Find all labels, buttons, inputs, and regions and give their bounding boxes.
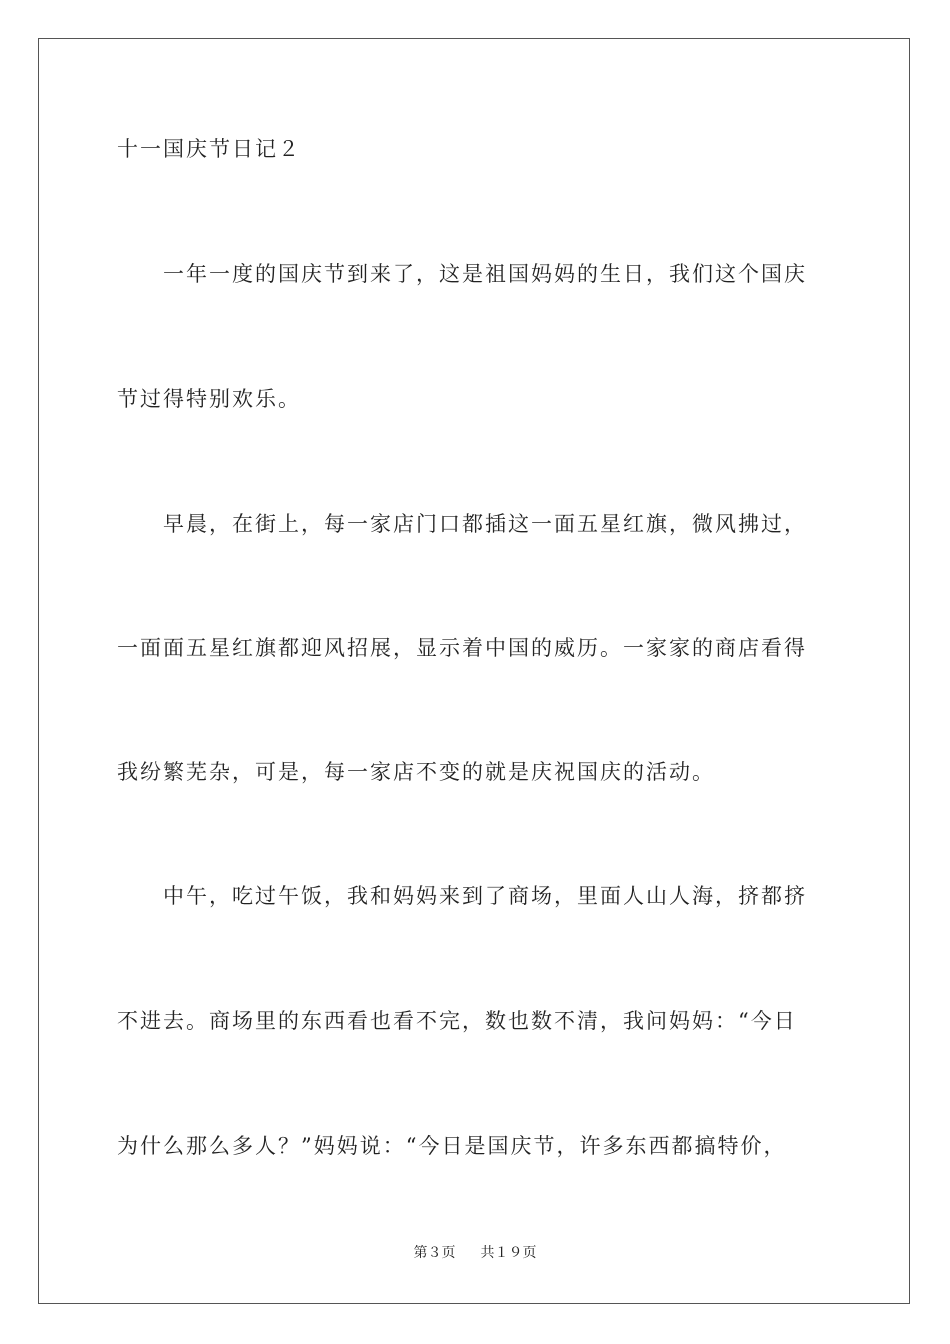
body-line-5: 我纷繁芜杂，可是，每一家店不变的就是庆祝国庆的活动。 (117, 760, 715, 784)
body-line-1: 一年一度的国庆节到来了，这是祖国妈妈的生日，我们这个国庆 (117, 262, 807, 286)
document-title: 十一国庆节日记２ (117, 137, 301, 161)
body-line-3: 早晨，在街上，每一家店门口都插这一面五星红旗，微风拂过， (117, 512, 807, 536)
body-line-8: 为什么那么多人？”妈妈说：“今日是国庆节，许多东西都搞特价， (117, 1134, 787, 1158)
body-line-6: 中午，吃过午饭，我和妈妈来到了商场，里面人山人海，挤都挤 (117, 884, 807, 908)
body-line-7: 不进去。商场里的东西看也看不完，数也数不清，我问妈妈：“今日 (117, 1009, 797, 1033)
page-frame (38, 38, 910, 1304)
page-total: 共１９页 (480, 1246, 537, 1261)
page-footer (0, 1244, 950, 1264)
body-line-4: 一面面五星红旗都迎风招展，显示着中国的威历。一家家的商店看得 (117, 636, 807, 660)
body-line-2: 节过得特别欢乐。 (117, 387, 301, 411)
page-number: 第３页 (413, 1246, 456, 1261)
